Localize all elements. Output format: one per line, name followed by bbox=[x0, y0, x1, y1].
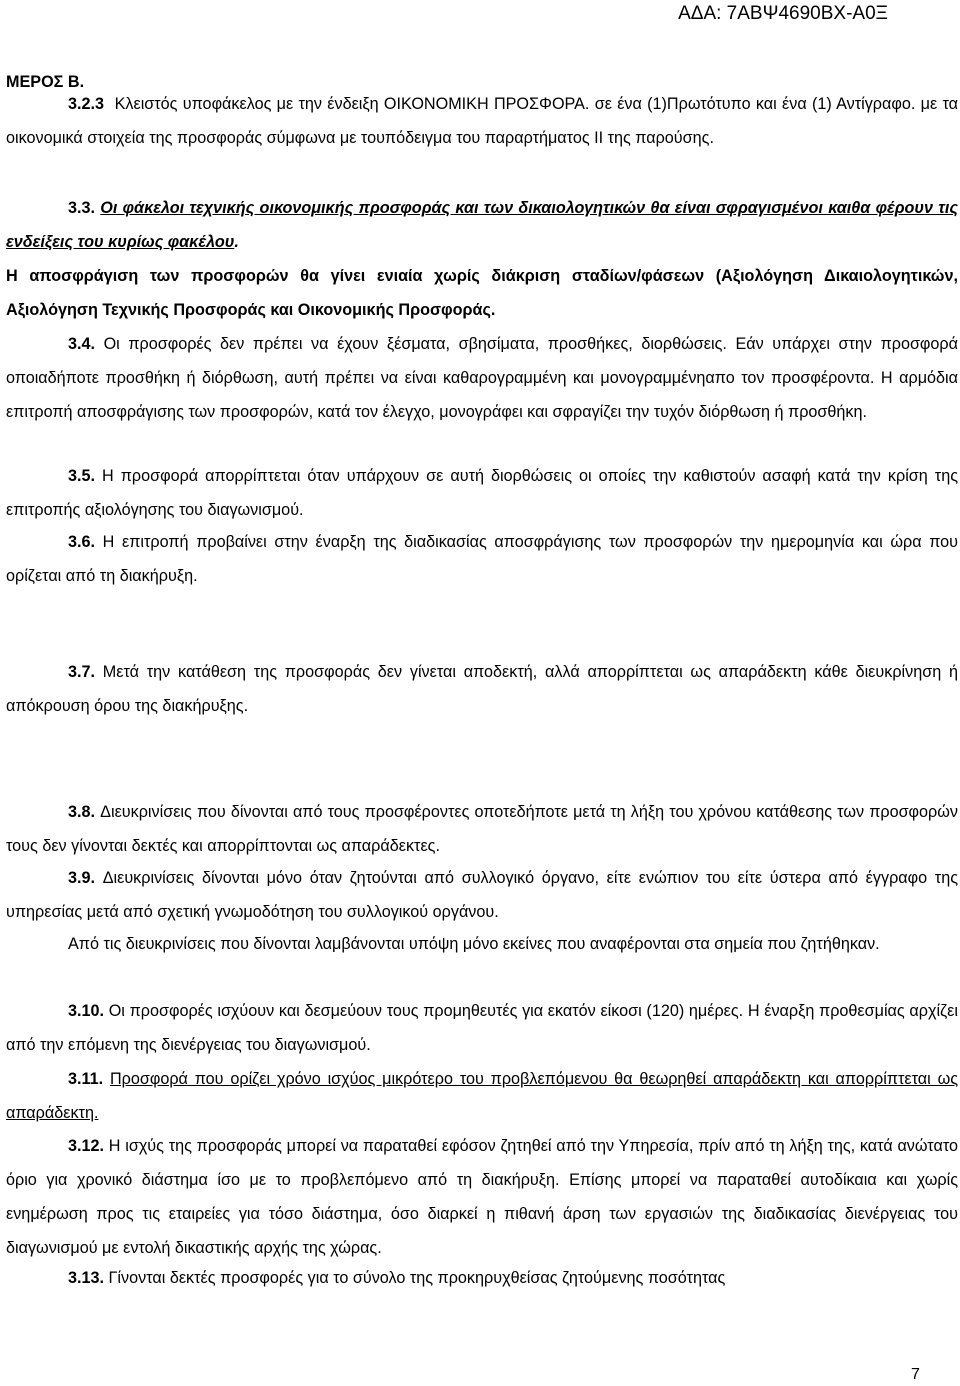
item-3-8 bbox=[6, 795, 958, 863]
item-text: Οι προσφορές ισχύουν και δεσμεύουν τους προμηθευτές για εκατόν είκοσι (120) ημέρες. Η έναρξη προθεσμίας αρχίζει από την επόμενη της διενέργειας του διαγωνισμού. bbox=[6, 1002, 958, 1054]
item-number: 3.8. bbox=[68, 803, 96, 821]
item-number: 3.11. bbox=[68, 1070, 104, 1088]
item-text: Οι φάκελοι τεχνικής οικονομικής προσφοράς και των δικαιολογητικών θα είναι σφραγισμένοι καιθα φέρουν τις ενδείξεις του κυρίως φακέλου bbox=[6, 199, 958, 251]
item-text: Κλειστός υποφάκελος με την ένδειξη ΟΙΚΟΝΟΜΙΚΗ ΠΡΟΣΦΟΡΑ. σε ένα (1)Πρωτότυπο και ένα (1) Αντίγραφο. με τα οικονομικά στοιχεία της προσφοράς σύμφωνα με τουπόδειγμα του παραρτήματος ΙΙ της παρούσης. bbox=[6, 95, 959, 147]
item-3-5 bbox=[6, 459, 958, 527]
item-3-3 bbox=[6, 191, 958, 259]
item-number: 3.5. bbox=[68, 467, 96, 485]
paragraph-unsealing bbox=[6, 259, 958, 327]
item-text: Προσφορά που ορίζει χρόνο ισχύος μικρότερο του προβλεπόμενου θα θεωρηθεί απαράδεκτη και απορρίπτεται ως απαράδεκτη. bbox=[6, 1070, 959, 1122]
paragraph-text: Από τις διευκρινίσεις που δίνονται λαμβάνονται υπόψη μόνο εκείνες που αναφέρονται στα σημεία που ζητήθηκαν. bbox=[68, 935, 880, 953]
paragraph-text: Η αποσφράγιση των προσφορών θα γίνει ενιαία χωρίς διάκριση σταδίων/φάσεων (Αξιολόγηση Δικαιολογητικών, Αξιολόγηση Τεχνικής Προσφοράς και Οικονομικής Προσφοράς. bbox=[6, 267, 958, 319]
item-text: Οι προσφορές δεν πρέπει να έχουν ξέσματα, σβησίματα, προσθήκες, διορθώσεις. Εάν υπάρχει στην προσφορά οποιαδήποτε προσθήκη ή διόρθωση, αυτή πρέπει να είναι καθαρογραμμένη και μονογραμμένηαπο τον προσφέροντα. Η αρμόδια επιτροπή αποσφράγισης των προσφορών, κατά τον έλεγχο, μονογράφει και σφραγίζει την τυχόν διόρθωση ή προσθήκη. bbox=[6, 335, 958, 421]
item-number: 3.12. bbox=[68, 1137, 105, 1155]
item-text: Μετά την κατάθεση της προσφοράς δεν γίνεται αποδεκτή, αλλά απορρίπτεται ως απαράδεκτη κάθε διευκρίνηση ή απόκρουση όρου της διακήρυξης. bbox=[6, 663, 959, 715]
item-number: 3.6. bbox=[68, 533, 96, 551]
item-3-7 bbox=[6, 655, 958, 723]
item-number: 3.9. bbox=[68, 869, 96, 887]
page-number: 7 bbox=[911, 1366, 920, 1383]
item-3-2-3 bbox=[6, 87, 958, 155]
item-3-6 bbox=[6, 525, 958, 593]
paragraph-clarifications bbox=[6, 927, 958, 961]
item-number: 3.13. bbox=[68, 1269, 105, 1287]
item-text: Διευκρινίσεις δίνονται μόνο όταν ζητούνται από συλλογικό όργανο, είτε ενώπιον του είτε ύστερα από έγγραφο της υπηρεσίας μετά από σχετική γνωμοδότηση του συλλογικού οργάνου. bbox=[6, 869, 958, 921]
document-id: ΑΔΑ: 7ΑΒΨ4690ΒΧ-Α0Ξ bbox=[678, 3, 888, 24]
item-3-11 bbox=[6, 1062, 958, 1130]
item-text: Γίνονται δεκτές προσφορές για το σύνολο της προκηρυχθείσας ζητούμενης ποσότητας bbox=[108, 1269, 726, 1287]
item-3-10 bbox=[6, 994, 958, 1062]
item-3-12 bbox=[6, 1129, 958, 1265]
item-number: 3.7. bbox=[68, 663, 96, 681]
item-text-end: . bbox=[234, 233, 239, 251]
item-3-9 bbox=[6, 861, 958, 929]
item-text: Η ισχύς της προσφοράς μπορεί να παραταθεί εφόσον ζητηθεί από την Υπηρεσία, πρίν από τη λήξη της, κατά ανώτατο όριο για χρονικό διάστημα ίσο με το προβλεπόμενο από τη διακήρυξη. Επίσης μπορεί να παραταθεί αυτοδίκαια και χωρίς ενημέρωση προς τις εταιρείες για τόσο διάστημα, όσο διαρκεί η πιθανή άρση των εργασιών της διαδικασίας διενέργειας του διαγωνισμού με εντολή δικαστικής αρχής της χώρας. bbox=[6, 1137, 958, 1257]
item-number: 3.2.3 bbox=[68, 95, 105, 113]
item-3-4 bbox=[6, 327, 958, 429]
item-3-13 bbox=[6, 1261, 958, 1295]
item-text: Η προσφορά απορρίπτεται όταν υπάρχουν σε αυτή διορθώσεις οι οποίες την καθιστούν ασαφή κατά την κρίση της επιτροπής αξιολόγησης του διαγωνισμού. bbox=[6, 467, 958, 519]
item-number: 3.4. bbox=[68, 335, 96, 353]
item-number: 3.10. bbox=[68, 1002, 105, 1020]
item-number: 3.3. bbox=[68, 199, 96, 217]
section-title: ΜΕΡΟΣ Β. bbox=[6, 73, 85, 91]
item-text: Διευκρινίσεις που δίνονται από τους προσφέροντες οποτεδήποτε μετά τη λήξη του χρόνου κατάθεσης των προσφορών τους δεν γίνονται δεκτές και απορρίπτονται ως απαράδεκτες. bbox=[6, 803, 958, 855]
item-text: Η επιτροπή προβαίνει στην έναρξη της διαδικασίας αποσφράγισης των προσφορών την ημερομηνία και ώρα που ορίζεται από τη διακήρυξη. bbox=[6, 533, 958, 585]
